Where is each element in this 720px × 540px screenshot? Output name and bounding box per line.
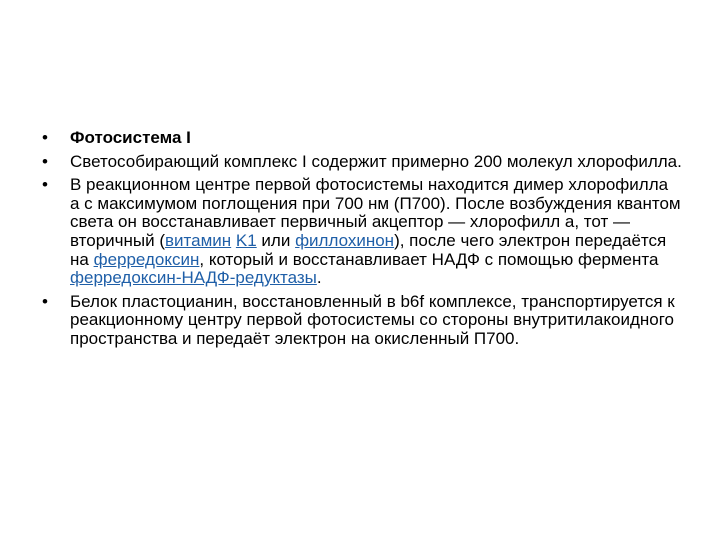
list-item-text-part: В реакционном центре первой фотосистемы находится димер хлорофилла a с максимумом поглощения при 700 нм (П700). После возбуждения квантом света он восстанавливает первичный акцептор — хлорофилл a, тот — вторичный ( xyxy=(70,175,681,250)
bullet-dot xyxy=(42,176,60,195)
bullet-dot xyxy=(42,293,60,312)
link-ferredoxin[interactable]: ферредоксин xyxy=(93,249,200,269)
section-title: Фотосистема I xyxy=(70,128,191,147)
list-item xyxy=(42,129,682,148)
list-item xyxy=(42,293,682,349)
link-vitamin[interactable]: витамин xyxy=(165,230,232,250)
list-item-text-part: , который и восстанавливает НАДФ с помощью фермента xyxy=(199,249,659,269)
list-item-text-part: или xyxy=(256,230,296,250)
bullet-list xyxy=(42,129,682,354)
list-item-text: Светособирающий комплекс I содержит примерно 200 молекул хлорофилла. xyxy=(70,151,682,171)
link-phylloquinone[interactable]: филлохинон xyxy=(295,230,395,250)
list-item-text: Белок пластоцианин, восстановленный в b6f комплексе, транспортируется к реакционному центру первой фотосистемы со стороны внутритилакоидного пространства и передаёт электрон на окисленный П700. xyxy=(70,291,675,348)
bullet-dot xyxy=(42,153,60,172)
list-item xyxy=(42,176,682,288)
link-k1[interactable]: K1 xyxy=(235,230,257,250)
bullet-dot xyxy=(42,129,60,148)
list-item-text-part: . xyxy=(316,268,322,288)
link-fnr[interactable]: ферредоксин-НАДФ-редуктазы xyxy=(70,268,317,288)
list-item xyxy=(42,153,682,172)
list-item-text-part: ), после чего электрон передаётся на xyxy=(70,230,667,269)
